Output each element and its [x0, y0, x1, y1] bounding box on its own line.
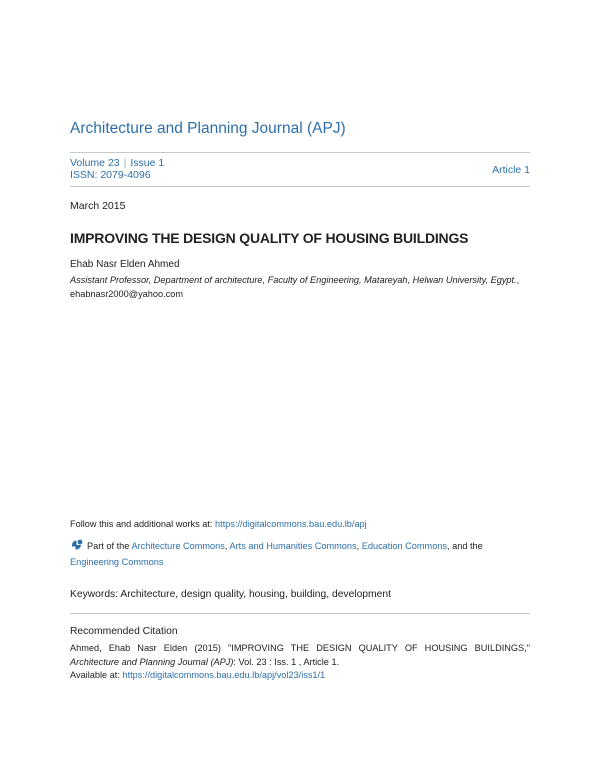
keywords: [70, 589, 391, 600]
follow-line: [70, 519, 367, 529]
education-commons-link[interactable]: Education Commons: [361, 541, 448, 551]
paper-title: IMPROVING THE DESIGN QUALITY OF HOUSING BUILDINGS: [70, 230, 469, 246]
architecture-commons-link[interactable]: Architecture Commons: [131, 541, 225, 551]
journal-title-link[interactable]: Architecture and Planning Journal (APJ): [70, 120, 346, 137]
volume-issue-line: [70, 157, 164, 169]
affiliation-text: Assistant Professor, Department of architecture, Faculty of Engineering, Matareyah, Helwan University, Egypt.: [70, 275, 517, 285]
article-number-link[interactable]: Article 1: [492, 164, 530, 176]
engineering-commons-link[interactable]: Engineering Commons: [70, 557, 164, 567]
separator: ,: [224, 541, 230, 551]
author-affiliation: [70, 273, 532, 301]
separator: |: [123, 157, 127, 169]
citation-text: [70, 642, 530, 683]
part-of-prefix: Part of the: [87, 541, 132, 551]
divider-top: [70, 152, 530, 153]
author-email: , ehabnasr2000@yahoo.com: [70, 275, 520, 299]
divider-header-bottom: [70, 186, 530, 187]
follow-url-link[interactable]: https://digitalcommons.bau.edu.lb/apj: [215, 519, 367, 529]
available-url-link[interactable]: https://digitalcommons.bau.edu.lb/apj/vol23/iss1/1: [122, 670, 326, 680]
part-of-commons: [70, 538, 530, 570]
separator: ,: [356, 541, 362, 551]
available-prefix: Available at:: [70, 670, 123, 680]
keywords-text: Architecture, design quality, housing, building, development: [118, 589, 391, 600]
follow-prefix: Follow this and additional works at:: [70, 519, 216, 529]
divider-citation: [70, 613, 530, 614]
separator: , and the: [447, 541, 483, 551]
issn-text: ISSN: 2079-4096: [70, 169, 151, 181]
citation-line2: : Vol. 23 : Iss. 1 , Article 1.: [233, 656, 340, 667]
keywords-label: Keywords:: [70, 589, 119, 600]
recommended-citation-heading: Recommended Citation: [70, 626, 178, 637]
issue-link[interactable]: Issue 1: [130, 157, 165, 169]
commons-network-icon: [70, 539, 84, 551]
volume-link[interactable]: Volume 23: [70, 157, 120, 169]
citation-journal: Architecture and Planning Journal (APJ): [70, 656, 234, 667]
publication-date: March 2015: [70, 200, 126, 212]
arts-humanities-commons-link[interactable]: Arts and Humanities Commons: [229, 541, 357, 551]
author-name: Ehab Nasr Elden Ahmed: [70, 259, 180, 270]
citation-line1: Ahmed, Ehab Nasr Elden (2015) "IMPROVING THE DESIGN QUALITY OF HOUSING BUILDINGS,": [70, 643, 530, 653]
